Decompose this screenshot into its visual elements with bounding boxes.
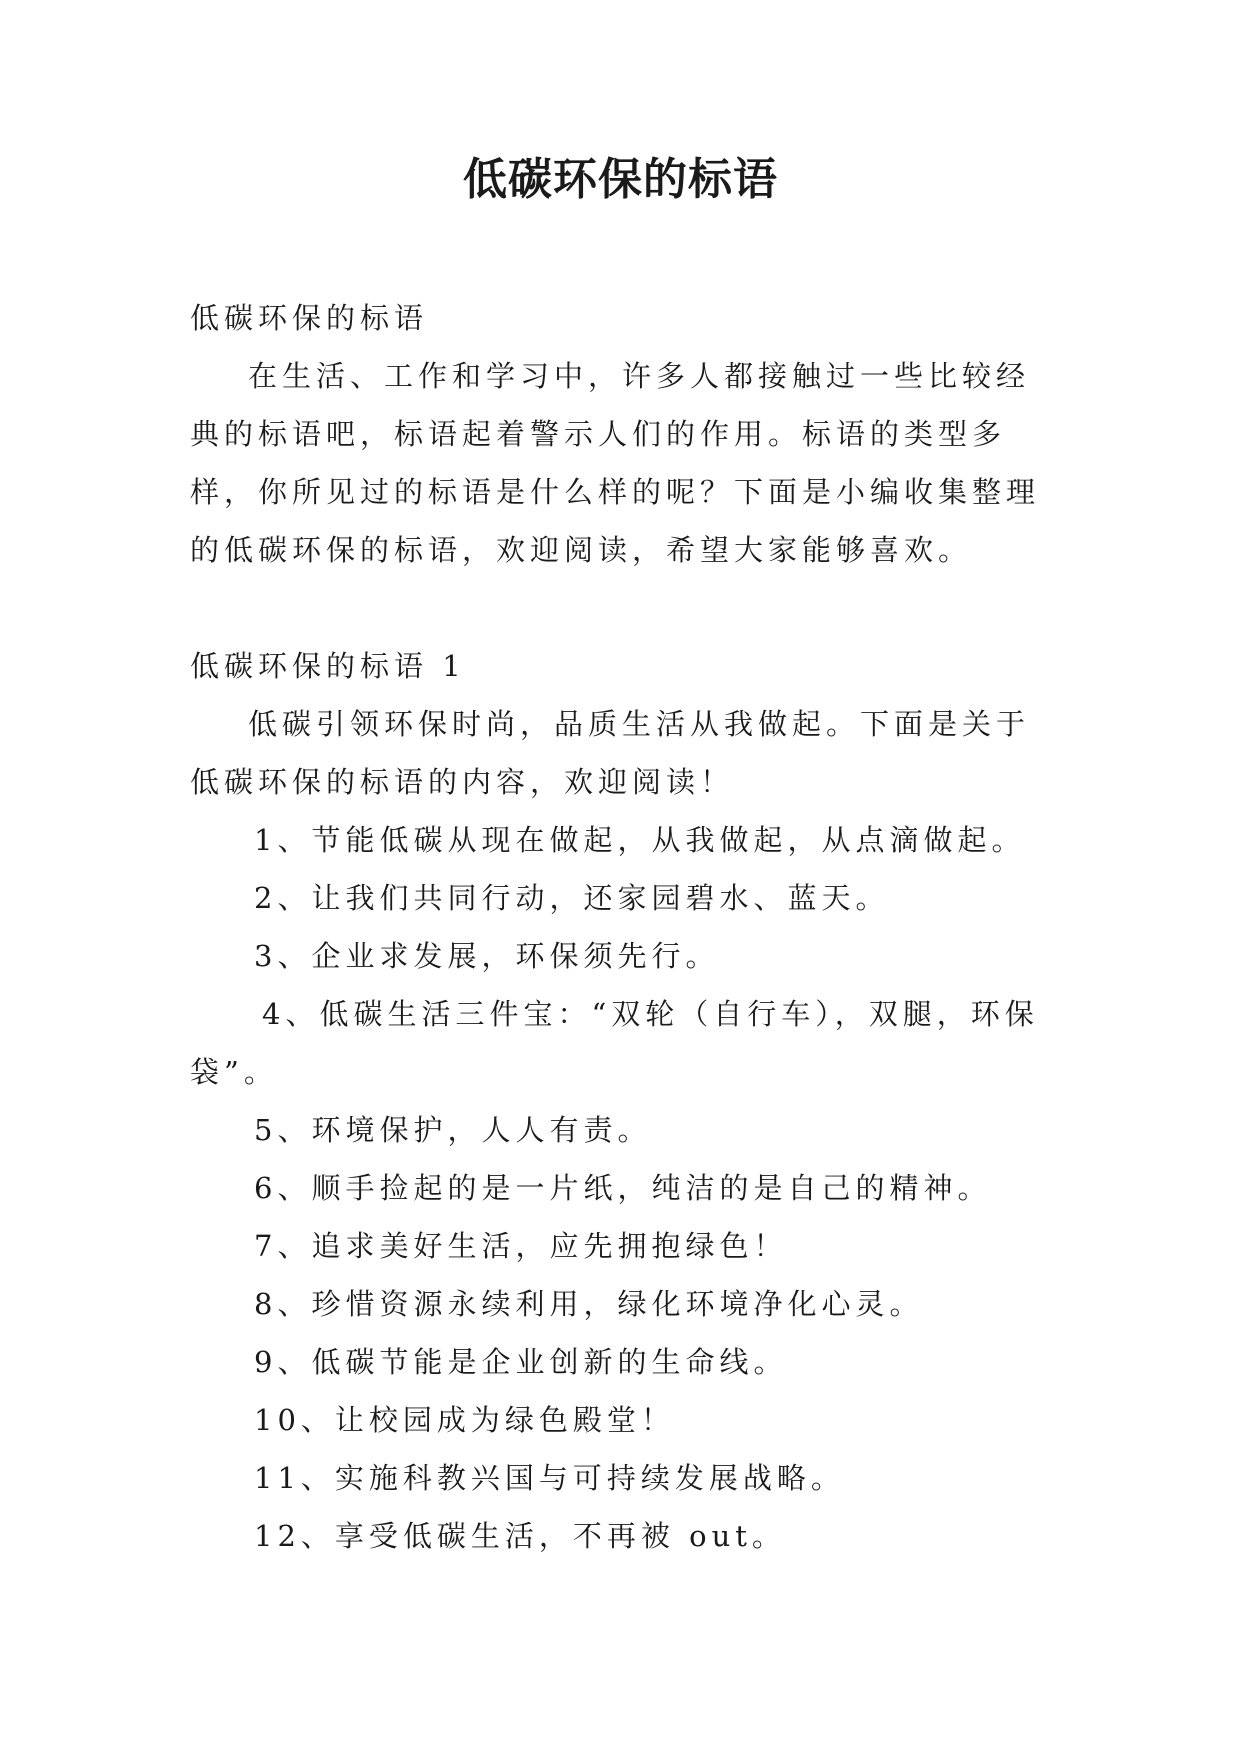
slogan-item-2: 2、让我们共同行动，还家园碧水、蓝天。 (254, 881, 890, 915)
slogan-item-11: 11、实施科教兴国与可持续发展战略。 (254, 1461, 845, 1495)
slogan-item-10: 10、让校园成为绿色殿堂！ (254, 1403, 675, 1437)
document-title: 低碳环保的标语 (463, 154, 778, 205)
slogan-item-4: 4、低碳生活三件宝：“双轮（自行车），双腿，环保袋”。 (190, 997, 1039, 1089)
slogan-item-1: 1、节能低碳从现在做起，从我做起，从点滴做起。 (254, 823, 1026, 857)
intro-paragraph: 在生活、工作和学习中，许多人都接触过一些比较经典的标语吧，标语起着警示人们的作用。标语的类型多样，你所见过的标语是什么样的呢？下面是小编收集整理的低碳环保的标语，欢迎阅读，希望大家能够喜欢。 (190, 359, 1041, 567)
paragraph-spacer (190, 579, 1060, 637)
section-heading: 低碳环保的标语 1 (190, 649, 466, 683)
slogan-item-6: 6、顺手捡起的是一片纸，纯洁的是自己的精神。 (254, 1171, 992, 1205)
slogan-item-9: 9、低碳节能是企业创新的生命线。 (254, 1345, 788, 1379)
slogan-item-5: 5、环境保护，人人有责。 (254, 1113, 652, 1147)
slogan-item-3: 3、企业求发展，环保须先行。 (254, 939, 720, 973)
document-body (190, 289, 1060, 1565)
slogan-item-12: 12、享受低碳生活，不再被 out。 (254, 1519, 786, 1553)
slogan-item-8: 8、珍惜资源永续利用，绿化环境净化心灵。 (254, 1287, 924, 1321)
slogan-item-7: 7、追求美好生活，应先拥抱绿色！ (254, 1229, 788, 1263)
section-intro-paragraph: 低碳引领环保时尚，品质生活从我做起。下面是关于低碳环保的标语的内容，欢迎阅读！ (190, 707, 1031, 799)
subtitle: 低碳环保的标语 (190, 301, 429, 335)
